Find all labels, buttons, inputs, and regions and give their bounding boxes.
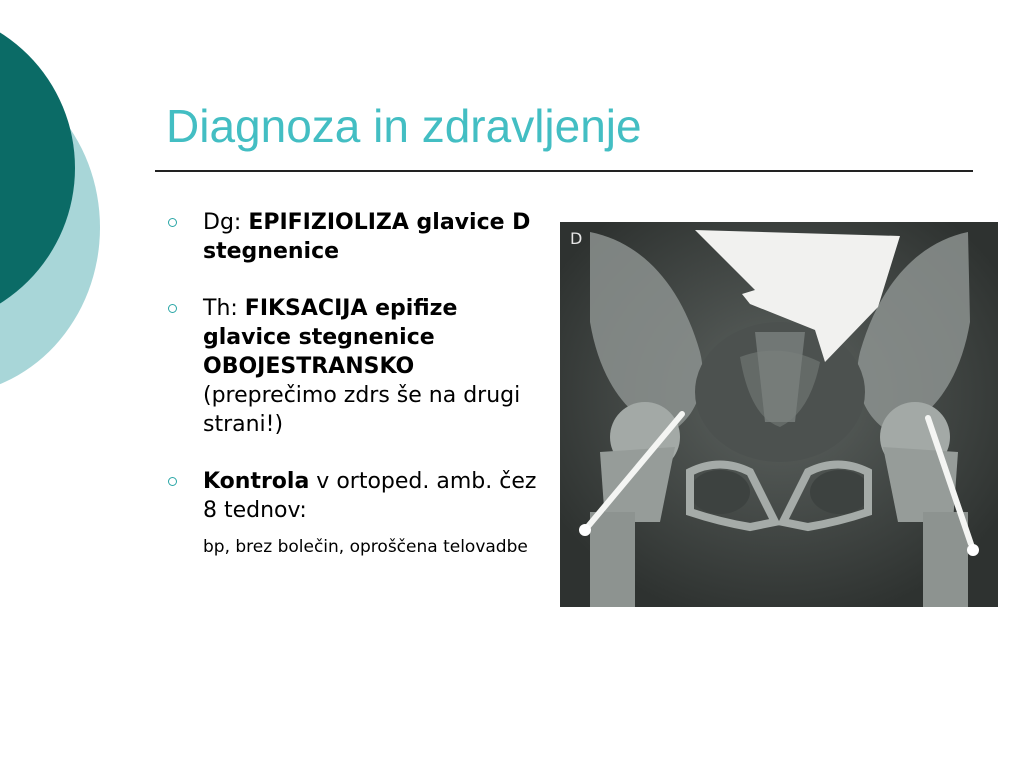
pelvis-xray-image: [560, 222, 998, 607]
xray-illustration: [560, 222, 998, 607]
bullet-text: v ortoped. amb. čez 8 tednov:: [203, 469, 537, 523]
bullet-bold-text: FIKSACIJA epifize glavice stegnenice OBOJESTRANSKO: [203, 296, 458, 379]
title-divider: [155, 170, 973, 172]
bullet-prefix: Dg:: [203, 210, 249, 235]
bullet-circle-icon: [168, 304, 177, 313]
bullet-circle-icon: [168, 477, 177, 486]
xray-marker-label: D: [570, 229, 583, 248]
bullet-diagnosis: [162, 208, 542, 266]
slide-title: Diagnoza in zdravljenje: [166, 100, 642, 152]
bullet-therapy: [162, 294, 542, 439]
bullet-list: [162, 208, 542, 587]
bullet-bold-text: EPIFIZIOLIZA glavice D stegnenice: [203, 210, 531, 264]
bullet-text: (preprečimo zdrs še na drugi strani!): [203, 383, 521, 437]
bullet-circle-icon: [168, 218, 177, 227]
bullet-bold-text: Kontrola: [203, 469, 310, 494]
right-obturator: [810, 470, 870, 514]
bullet-prefix: Th:: [203, 296, 245, 321]
bullet-subtext: bp, brez bolečin, oproščena telovadbe: [203, 537, 528, 557]
bullet-control: [162, 467, 542, 559]
left-obturator: [690, 470, 750, 514]
